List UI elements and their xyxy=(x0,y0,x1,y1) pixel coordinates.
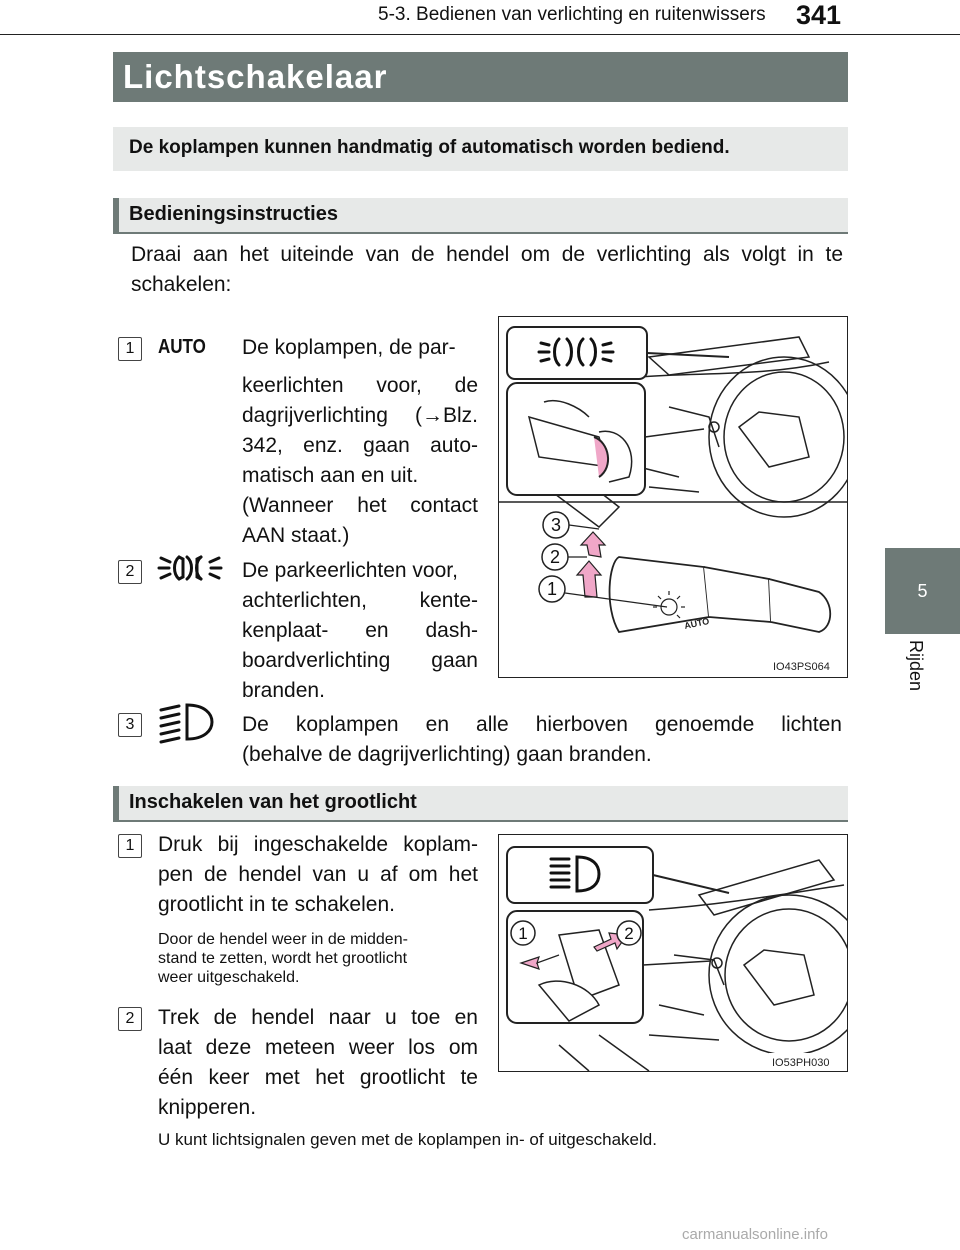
item-line: De parkeerlichten voor, xyxy=(242,559,458,582)
note-line: stand te zetten, wordt het grootlicht xyxy=(158,950,408,967)
running-header: 5-3. Bedienen van verlichting en ruitenwissers xyxy=(378,4,766,25)
item-line: (behalve de dagrijverlichting) gaan branden. xyxy=(242,743,652,766)
section-heading-text: Inschakelen van het grootlicht xyxy=(129,791,417,813)
figure-high-beam xyxy=(498,834,848,1072)
page-number: 341 xyxy=(796,0,842,30)
item-note xyxy=(158,930,478,987)
item-line: Trek de hendel naar u toe en xyxy=(158,1006,478,1029)
item-line: laat deze meteen weer los om xyxy=(158,1036,478,1059)
item-number: 2 xyxy=(118,560,142,584)
low-beam-icon xyxy=(157,700,215,744)
figure-code: IO53PH030 xyxy=(772,1057,830,1069)
title-bar xyxy=(113,52,848,102)
item-line: AAN staat.) xyxy=(242,524,350,547)
chapter-label xyxy=(902,640,926,710)
section-heading-high-beam xyxy=(113,786,848,822)
auto-icon-label: AUTO xyxy=(158,336,206,358)
intro-text: De koplampen kunnen handmatig of automatisch worden bediend. xyxy=(129,137,730,158)
parking-lights-icon xyxy=(157,550,223,586)
intro-box xyxy=(113,127,848,171)
item-description xyxy=(242,333,478,551)
item-line: De koplampen, de par- xyxy=(242,336,456,359)
item-line: één keer met het grootlicht te xyxy=(158,1066,478,1089)
item-line: boardverlichting gaan xyxy=(242,649,478,672)
figure-light-switch xyxy=(498,316,848,678)
light-switch-illustration xyxy=(499,317,847,677)
chapter-tab: 5 xyxy=(885,548,960,634)
figure-code: IO43PS064 xyxy=(773,661,830,673)
item-line: (Wanneer het contact xyxy=(242,494,478,517)
item-line: pen de hendel van u af om het xyxy=(158,863,478,886)
callout-number: 2 xyxy=(624,924,634,943)
item-line: 342, enz. gaan auto- xyxy=(242,434,478,457)
item-line: Druk bij ingeschakelde koplam- xyxy=(158,833,478,856)
item-line: branden. xyxy=(242,679,325,702)
section-heading-operation xyxy=(113,198,848,234)
paragraph-line: Draai aan het uiteinde van de hendel om de verlichting als volgt in te xyxy=(131,243,843,266)
item-description xyxy=(242,710,842,770)
callout-number: 1 xyxy=(546,579,558,599)
page-title: Lichtschakelaar xyxy=(123,58,388,95)
item-description xyxy=(158,830,478,920)
section-heading-text: Bedieningsinstructies xyxy=(129,203,338,225)
chapter-label-text: Rijden xyxy=(906,640,926,692)
section-paragraph xyxy=(131,240,843,300)
switch-auto-marking: AUTO xyxy=(683,615,711,631)
note-line: weer uitgeschakeld. xyxy=(158,969,300,986)
high-beam-illustration xyxy=(499,835,847,1071)
item-note: U kunt lichtsignalen geven met de koplampen in- of uitgeschakeld. xyxy=(158,1130,657,1149)
item-line: knipperen. xyxy=(158,1096,257,1119)
callout-number: 3 xyxy=(550,515,562,535)
item-description xyxy=(158,1003,478,1123)
item-number: 1 xyxy=(118,834,142,858)
item-line: De koplampen en alle hierboven genoemde lichten xyxy=(242,713,842,736)
note-line: Door de hendel weer in de midden- xyxy=(158,931,408,948)
item-number: 3 xyxy=(118,713,142,737)
item-number: 1 xyxy=(118,337,142,361)
footer-watermark: carmanualsonline.info xyxy=(682,1226,828,1243)
item-line: keerlichten voor, de xyxy=(242,374,478,397)
item-description xyxy=(242,556,478,706)
item-line: matisch aan en uit. xyxy=(242,464,419,487)
callout-number: 2 xyxy=(549,547,561,567)
item-line: kenplaat- en dash- xyxy=(242,619,478,642)
item-number: 2 xyxy=(118,1007,142,1031)
paragraph-line: schakelen: xyxy=(131,273,232,296)
callout-number: 1 xyxy=(518,924,528,943)
header-rule xyxy=(0,34,960,35)
item-line: achterlichten, kente- xyxy=(242,589,478,612)
item-line: grootlicht in te schakelen. xyxy=(158,893,395,916)
item-line: dagrijverlichting (→Blz. xyxy=(242,404,478,427)
